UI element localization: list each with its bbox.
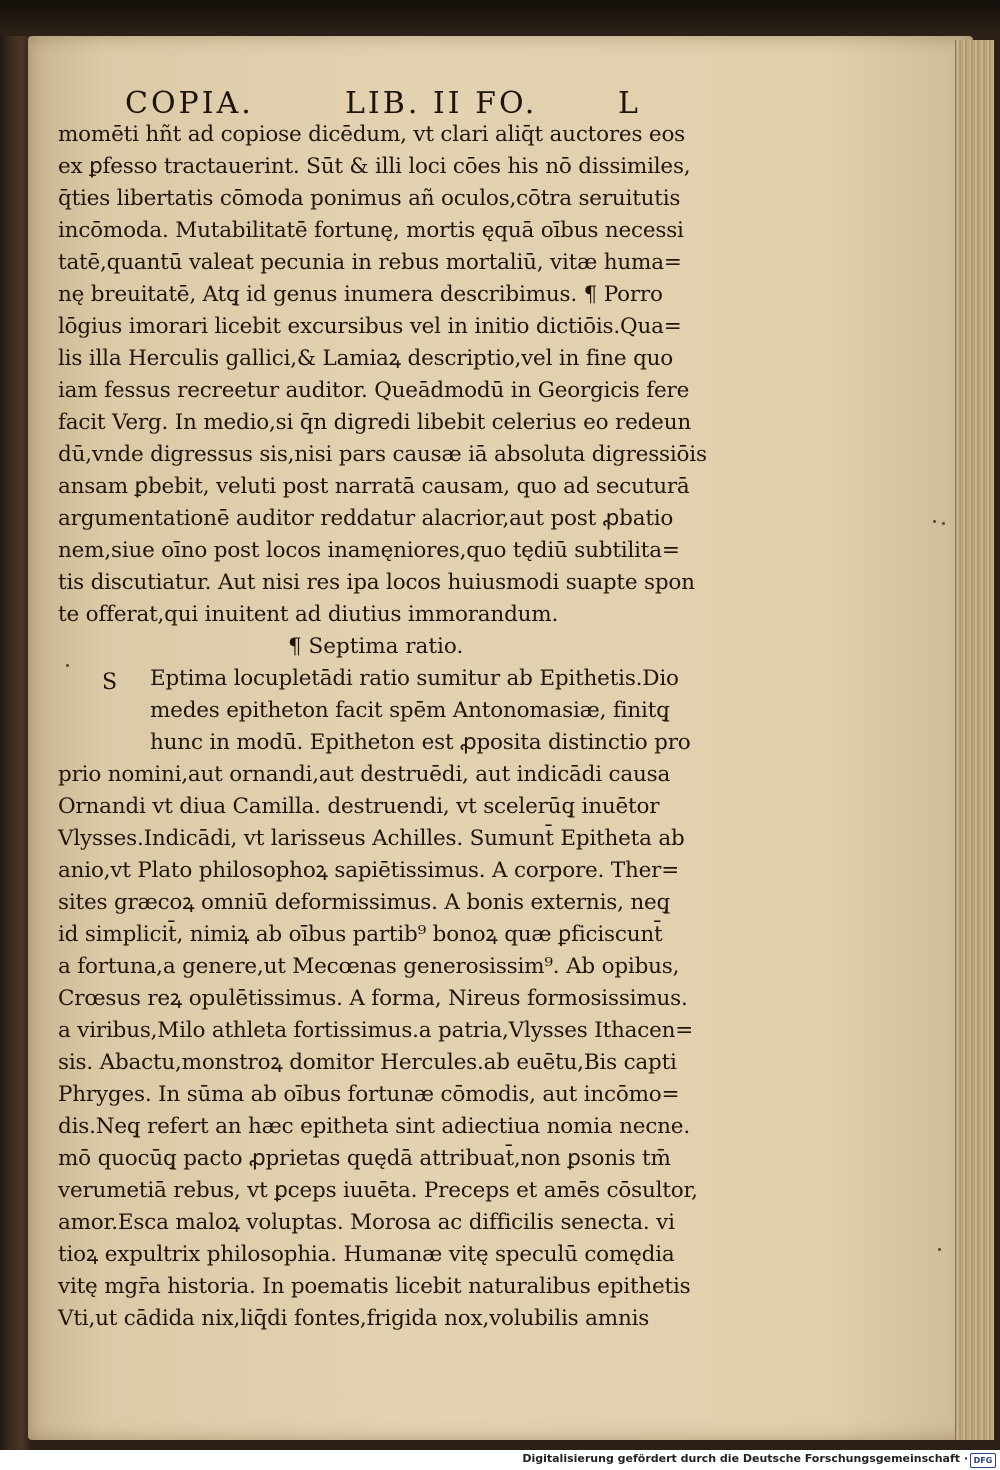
text-line: medes epitheton facit spēm Antonomasiæ, finitq̧ [150,698,670,723]
text-line: sites græcoꝝ omniū deformissimus. A bonis externis, neq̧ [58,890,671,915]
text-line: lōgius imorari licebit excursibus vel in initio dictiōis.Qua= [58,314,682,339]
page-edges [955,40,994,1440]
text-line: ansam ꝑbebit, veluti post narratā causam, quo ad secuturā [58,474,690,499]
text-line: nę breuitatē, Atq̧ id genus inumera describimus. ¶ Porro [58,282,663,307]
text-line: dū,vnde digressus sis,nisi pars causæ iā absoluta digressiōis [58,442,707,467]
text-line: argumentationē auditor reddatur alacrior,aut post ꝓbatio [58,506,674,531]
text-line: iam fessus recreetur auditor. Queādmodū in Georgicis fere [58,378,690,403]
text-line: Eptima locupletādi ratio sumitur ab Epithetis.Dio [150,666,679,691]
text-line: sis. Abactu,monstroꝝ domitor Hercules.ab euētu,Bis capti [58,1050,677,1075]
paper-speck [933,520,936,523]
text-line: prio nomini,aut ornandi,aut destruēdi, aut indicādi causa [58,762,671,787]
text-line: id simplicit̄, nimiꝝ ab oībus partib⁹ bonoꝝ quæ ꝑficiscunt̄ [58,922,663,947]
text-line: mō quocūq̧ pacto ꝓprietas quędā attribuat̄,non ꝑsonis tm̄ [58,1146,671,1171]
scan-top-edge [0,0,1000,36]
running-head-center: LIB. II FO. [345,86,538,121]
text-line: vitę mgr̄a historia. In poematis licebit naturalibus epithetis [58,1274,691,1299]
folio-number: L [618,86,641,121]
text-line: te offerat,qui inuitent ad diutius immorandum. [58,602,559,627]
text-line: incōmoda. Mutabilitatē fortunę, mortis ęquā oībus necessi [58,218,684,243]
text-line: Phryges. In sūma ab oībus fortunæ cōmodis, aut incōmo= [58,1082,680,1107]
text-line: a fortuna,a genere,ut Mecœnas generosissim⁹. Ab opibus, [58,954,680,979]
text-line: tatē,quantū valeat pecunia in rebus mortaliū, vitæ huma= [58,250,682,275]
text-line: verumetiā rebus, vt ꝑceps iuuēta. Preceps et amēs cōsultor, [58,1178,698,1203]
paper-speck [66,664,69,667]
text-line: nem,siue oīno post locos inamęniores,quo tędiū subtilita= [58,538,680,563]
funding-credit: Digitalisierung gefördert durch die Deutsche Forschungsgemeinschaft · [522,1452,968,1465]
text-line: ex ꝑfesso tractauerint. Sūt & illi loci cōes his nō dissimiles, [58,154,691,179]
text-line: anio,vt Plato philosophoꝝ sapiētissimus. A corpore. Ther= [58,858,680,883]
text-line: q̄ties libertatis cōmoda ponimus añ oculos,cōtra seruitutis [58,186,681,211]
text-line: lis illa Herculis gallici,& Lamiaꝝ descriptio,vel in fine quo [58,346,674,371]
drop-initial: S [102,670,118,695]
running-head-left: COPIA. [125,86,254,121]
text-line: amor.Esca maloꝝ voluptas. Morosa ac difficilis senecta. vi [58,1210,675,1235]
text-line: Vti,ut cādida nix,liq̄di fontes,frigida nox,volubilis amnis [58,1306,650,1331]
section-heading: ¶ Septima ratio. [288,634,464,659]
text-line: Crœsus reꝝ opulētissimus. A forma, Nireus formosissimus. [58,986,688,1011]
text-line: a viribus,Milo athleta fortissimus.a patria,Vlysses Ithacen= [58,1018,694,1043]
paper-speck [942,522,945,525]
text-line: Ornandi vt diua Camilla. destruendi, vt scelerūq̧ inuētor [58,794,660,819]
text-line: dis.Neq̧ refert an hæc epitheta sint adiectiua nomia necne. [58,1114,690,1139]
text-line: momēti hñt ad copiose dicēdum, vt clari aliq̄t auctores eos [58,122,686,147]
dfg-logo: DFG [970,1453,996,1468]
text-line: facit Verg. In medio,si q̄n digredi libebit celerius eo redeun [58,410,691,435]
text-line: hunc in modū. Epitheton est ꝓposita distinctio pro [150,730,691,755]
text-line: tis discutiatur. Aut nisi res ipa locos huiusmodi suapte spon [58,570,695,595]
text-line: Vlysses.Indicādi, vt larisseus Achilles. Sumunt̄ Epitheta ab [58,826,685,851]
paper-speck [938,1248,941,1251]
text-line: tioꝝ expultrix philosophia. Humanæ vitę speculū comędia [58,1242,675,1267]
